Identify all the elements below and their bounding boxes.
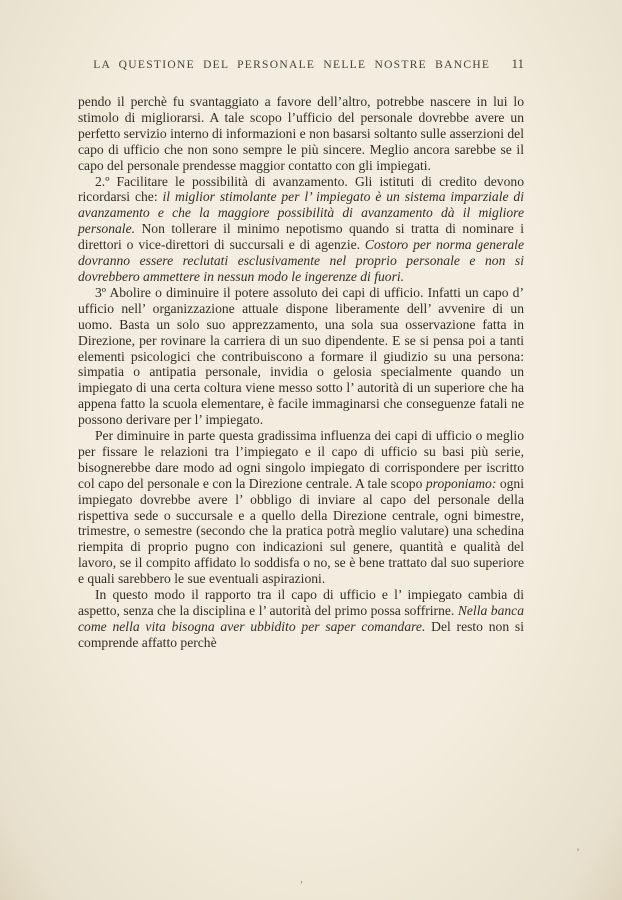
- scan-speck: ,: [300, 871, 303, 885]
- italic-text-segment: proponiamo:: [425, 475, 497, 491]
- scan-speck: ’: [576, 845, 580, 859]
- text-block: [78, 94, 524, 651]
- paragraph: [78, 428, 524, 587]
- text-segment: ogni impiegato dovrebbe avere l’ obbligo di inviare al capo del personale della rispettiva sede o succursale e a quello della Direzione centrale, ogni bimestre, trimestre, o semestre (secondo che la pratica potrà meglio valutare) una schedina riempita di proprio pugno con indicazioni sul genere, quantità e qualità del lavoro, se il compito affidato lo soddisfa o no, se è bene trattato dal suo superiore e quali sarebbero le sue eventuali aspirazioni.: [78, 475, 524, 587]
- text-segment: 2.º Facilitare le possibilità di avanzamento. Gli istituti di credito devono ricordarsi che:: [78, 173, 524, 205]
- page-number: 11: [511, 56, 524, 71]
- paragraph: [78, 285, 524, 428]
- page-header: [78, 56, 524, 72]
- italic-text-segment: Nella banca come nella vita bisogna aver ubbidito per saper comandare.: [78, 603, 524, 634]
- page-content: [78, 56, 524, 651]
- running-title: LA QUESTIONE DEL PERSONALE NELLE NOSTRE BANCHE: [93, 59, 491, 71]
- text-segment: Per diminuire in parte questa gradissima influenza dei capi di ufficio o meglio per fissare le relazioni tra l’impiegato e il capo di ufficio su basi più serie, bisognerebbe dare modo ad ogni singolo impiegato di corrispondere per iscritto col capo del personale e con la Direzione centrale. A tale scopo: [78, 428, 524, 491]
- text-segment: 3º Abolire o diminuire il potere assoluto dei capi di ufficio. Infatti un capo d’ ufficio nell’ organizzazione attuale dispone liberamente dell’ avvenire di un uomo. Basta un solo suo apprezzamento, una sola sua osservazione fatta in Direzione, per rovinare la carriera di un suo dipendente. E se si pensa poi a tanti elementi psicologici che contribuiscono a formare il giudizio su una persona: simpatia o antipatia personale, invidia o gelosia specialmente quando un impiegato di una certa coltura viene messo sotto l’ autorità di un superiore che ha appena fatto la scuola elementare, è facile immaginarsi che conseguenze fatali ne possono derivare per l’ impiegato.: [78, 284, 524, 428]
- italic-text-segment: Costoro per norma generale dovranno essere reclutati esclusivamente nel proprio personale e non si dovrebbero ammettere in nessun modo le ingerenze di fuori.: [78, 237, 524, 284]
- text-segment: pendo il perchè fu svantaggiato a favore dell’altro, potrebbe nascere in lui lo stimolo di migliorarsi. A tale scopo l’ufficio del personale dovrebbe avere un perfetto servizio interno di informazioni e non basarsi soltanto sulle asserzioni del capo di ufficio che non sono sempre le più sincere. Meglio ancora sarebbe se il capo del personale prendesse maggior contatto con gli impiegati.: [78, 94, 524, 173]
- paragraph: [78, 587, 524, 651]
- text-segment: Del resto non si comprende affatto perchè: [78, 618, 524, 650]
- italic-text-segment: il miglior stimolante per l’ impiegato è un sistema imparziale di avanzamento e che la maggiore possibilità di avanzamento dà il migliore personale.: [78, 189, 524, 237]
- text-segment: Non tollerare il minimo nepotismo quando si tratta di nominare i direttori o vice-direttori di succursali e di agenzie.: [78, 221, 524, 253]
- paragraph: [78, 174, 524, 285]
- paragraph: [78, 94, 524, 174]
- text-segment: In questo modo il rapporto tra il capo di ufficio e l’ impiegato cambia di aspetto, senza che la disciplina e l’ autorità del primo possa soffrirne.: [78, 587, 524, 618]
